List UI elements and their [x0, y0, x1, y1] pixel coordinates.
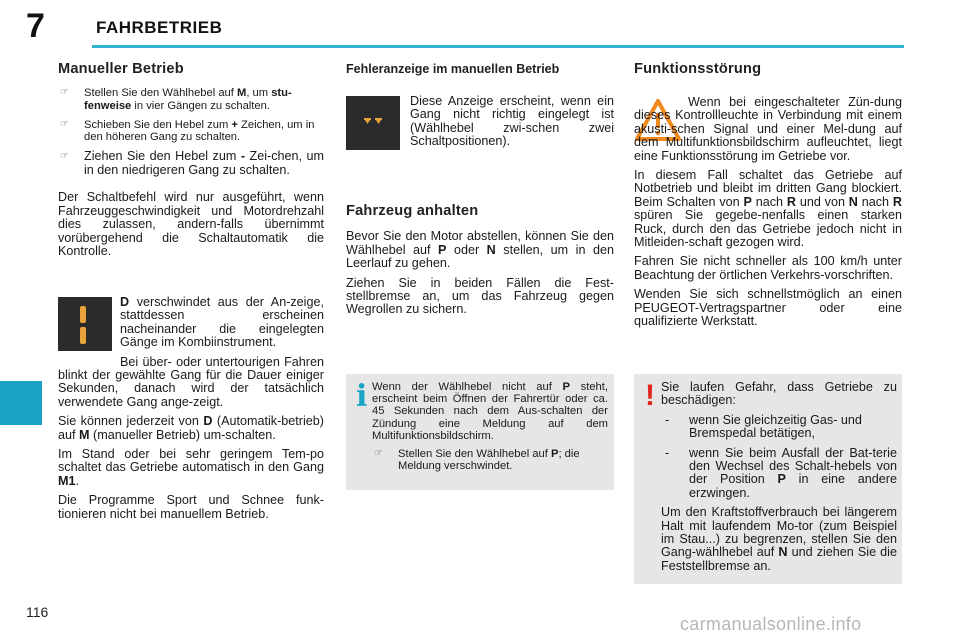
pointer-icon: ☞: [60, 118, 69, 130]
bullet-info-action: ☞ Stellen Sie den Wählhebel auf P; die Meldung verschwindet.: [374, 448, 580, 473]
watermark: carmanualsonline.info: [680, 614, 862, 634]
chapter-side-tab: [0, 381, 42, 425]
stop-vehicle-block: [346, 205, 614, 323]
paragraph-emergency-mode: In diesem Fall schaltet das Getriebe auf Notbetrieb und bleibt im dritten Gang blockiert. Beim Schalten von P nach R und von N nach R spüren Sie gegebe-nenfalls einen starken Ruck, durch den das Getriebe jedoch nicht in Mitleiden-schaft gezogen wird.: [634, 168, 902, 250]
column-manual-mode-cont: [58, 296, 324, 527]
fault-indicator-icon: [346, 96, 400, 150]
info-icon: i: [356, 379, 368, 414]
section-heading-fault: Fehleranzeige im manuellen Betrieb: [346, 62, 560, 76]
section-heading-malfunction: Funktionsstörung: [634, 61, 762, 77]
warning-exclamation-icon: !: [645, 379, 655, 412]
section-heading-manual: Manueller Betrieb: [58, 61, 184, 77]
column-fault-and-stop: [346, 63, 614, 76]
malfunction-text: [634, 96, 902, 335]
paragraph-d-disappears: D verschwindet aus der An-zeige, stattdessen erscheinen nacheinander die eingelegten Gänge im Kombiinstrument.: [120, 295, 324, 350]
paragraph-fault-display: Diese Anzeige erscheint, wenn ein Gang nicht richtig eingelegt ist (Wählhebel zwi-schen zwei Schaltpositionen).: [410, 94, 614, 149]
fault-text-block: [410, 95, 614, 155]
info-text-block: [372, 381, 608, 479]
pointer-icon: ☞: [60, 151, 69, 163]
bullet-shift-down: ☞ Ziehen Sie den Hebel zum - Zei-chen, um in den niedrigeren Gang zu schalten.: [60, 149, 324, 177]
paragraph-parking-brake: Ziehen Sie in beiden Fällen die Fest-stellbremse an, um das Fahrzeug gegen Wegrollen zu sichern.: [346, 275, 614, 317]
pointer-icon: ☞: [374, 448, 383, 460]
warning-item-battery: - wenn Sie beim Ausfall der Bat-terie den Wechsel des Schalt-hebels von der Position P in eine andere erzwingen.: [665, 445, 897, 500]
paragraph-warning-intro: Sie laufen Gefahr, dass Getriebe zu beschädigen:: [661, 380, 897, 408]
column-manual-mode: [58, 63, 324, 264]
paragraph-stop-engine: Bevor Sie den Motor abstellen, können Sie den Wählhebel auf P oder N stellen, um in den Leerlauf zu gehen.: [346, 229, 614, 271]
paragraph-standstill: Im Stand oder bei sehr geringem Tem-po schaltet das Getriebe automatisch in den Gang M1.: [58, 447, 324, 488]
paragraph-malfunction-intro: Wenn bei eingeschalteter Zün-dung dieses Kontrollleuchte in Verbindung mit einem akusti-schen Signal und einer Mel-dung auf dem Multifunktionsbildschirm aufleuchtet, liegt eine Funktionsstörung im Getriebe vor.: [634, 95, 902, 163]
header-rule: [92, 45, 904, 48]
paragraph-contact-dealer: Wenden Sie sich schnellstmöglich an einen PEUGEOT-Vertragspartner oder eine qualifizierte Werkstatt.: [634, 287, 902, 329]
paragraph-programs: Die Programme Sport und Schnee funk-tionieren nicht bei manuellem Betrieb.: [58, 493, 324, 521]
paragraph-over-under-rev: Bei über- oder untertourigen Fahren blinkt der gewählte Gang für die Dauer einiger Sekunden, danach wird der tatsächlich verwendete Gang ange-zeigt.: [58, 354, 324, 409]
paragraph-warning-fuel: Um den Kraftstoffverbrauch bei längerem Halt mit laufendem Mo-tor (zum Beispiel im Stau...) zu begrenzen, stellen Sie den Gang-wählhebel auf N und ziehen Sie die Feststellbremse an.: [661, 505, 897, 573]
column-malfunction: [634, 63, 902, 88]
warning-text-block: [661, 381, 897, 579]
paragraph-switch-d-m: Sie können jederzeit von D (Automatik-betrieb) auf M (manueller Betrieb) um-schalten.: [58, 414, 324, 442]
paragraph-info: Wenn der Wählhebel nicht auf P steht, erscheint beim Öffnen der Fahrertür oder ca. 45 Sekunden nach dem Aus-schalten der Zündung eine Meldung auf dem Multifunktionsbildschirm.: [372, 381, 608, 442]
pointer-icon: ☞: [60, 87, 69, 99]
section-heading-stop: Fahrzeug anhalten: [346, 203, 479, 219]
paragraph-shift-condition: Der Schaltbefehl wird nur ausgeführt, wenn Fahrzeuggeschwindigkeit und Motordrehzahl dies zulassen, andern-falls übernimmt vorübergehend die Schaltautomatik die Kontrolle.: [58, 190, 324, 259]
bullet-shift-up: ☞ Schieben Sie den Hebel zum + Zeichen, um in den höheren Gang zu schalten.: [60, 118, 315, 144]
page-number: 116: [26, 604, 49, 620]
chapter-title: FAHRBETRIEB: [96, 18, 223, 37]
warning-item-pedals: - wenn Sie gleichzeitig Gas- und Bremspedal betätigen,: [665, 412, 862, 441]
chapter-number: 7: [26, 7, 45, 45]
bullet-select-m: ☞ Stellen Sie den Wählhebel auf M, um stu-fenweise in vier Gängen zu schalten.: [60, 87, 292, 112]
paragraph-speed-limit: Fahren Sie nicht schneller als 100 km/h unter Beachtung der örtlichen Verkehrs-vorschriften.: [634, 254, 902, 282]
